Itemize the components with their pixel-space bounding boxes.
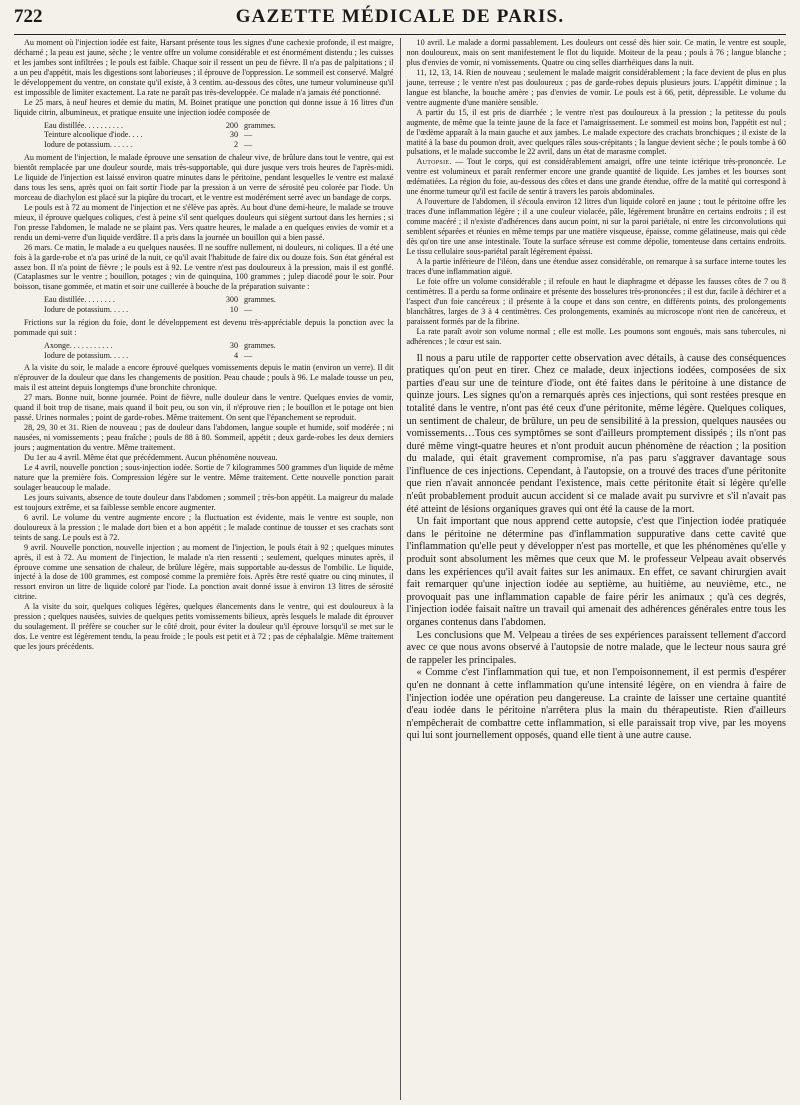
ingredient-unit: — (244, 350, 253, 360)
ingredient-qty: 10 (229, 305, 238, 315)
paragraph: Le 4 avril, nouvelle ponction ; sous-injection iodée. Sortie de 7 kilogrammes 500 grammes d'un liquide de même nature que la première fois. Compression légère sur le ventre. Même traitement. Cette nouvelle ponction parait soulager beaucoup le malade. (14, 462, 394, 492)
paragraph: Frictions sur la région du foie, dont le développement est devenu très-appréciable depuis la ponction avec la pommade qui suit : (14, 317, 394, 337)
ingredient-qty: 30 (229, 130, 238, 140)
paragraph: 28, 29, 30 et 31. Rien de nouveau ; pas de douleur dans l'abdomen, langue souple et humide, soif modérée ; ni nausées, ni vomissements ; peau fraîche ; pouls de 88 à 80. Sommeil, appétit ; deux garde-robes les deux derniers jours ; augmentation du ventre. Même traitement. (14, 423, 394, 453)
paragraph: A la visite du soir, quelques coliques légères, quelques élancements dans le ventre, qui est douloureux à la pression ; quelques nausées, suivies de quelques petits vomissements bilieux, après lesquels le malade dit éprouver du soulagement. Il préfère se coucher sur le côté droit, pour éviter la douleur qu'il éprouve lorsqu'il se met sur le dos. Le ventre est légèrement tendu, la peau froide ; le pouls est petit et à 72 ; pas de céphalalgie. Même traitement que les jours précédents. (14, 602, 394, 652)
ingredient-name: Teinture alcoolique d'iode. . . . (44, 130, 143, 140)
autopsy-paragraph (407, 157, 787, 197)
ingredient-name: Iodure de potassium. . . . . . (44, 140, 133, 150)
left-column (14, 38, 400, 1100)
ingredient-unit: grammes. (244, 340, 276, 350)
ingredient-unit: grammes. (244, 120, 276, 130)
page-number: 722 (14, 6, 43, 27)
ingredient-unit: — (244, 140, 253, 150)
paragraph: A l'ouverture de l'abdomen, il s'écoula environ 12 litres d'un liquide coloré en jaune ; tout le péritoine offre les traces d'une inflammation légère ; il a une couleur violacée, pâle, légèrement brunâtre en certains endroits ; il est comme macéré ; il n'existe d'adhérences dans aucun point, ni sur la paroi pariétale, ni entre les circonvolutions qui semblent séparées et réunies en même temps par une matière visqueuse, épaisse, comme gélatineuse, mais qui cède dès qu'on tire une anse intestinale. Toute la surface séreuse est comme dépolie, tomenteuse dans certains endroits. Le tissu cellulaire sous-pariétal paraît légèrement épaissi. (406, 197, 786, 257)
ingredient-qty: 300 (225, 295, 238, 305)
formula-injection (44, 121, 394, 150)
commentary-paragraph: Un fait important que nous apprend cette autopsie, c'est que l'injection iodée pratiquée dans le péritoine ne détermine pas d'inflammation suppurative dans cette cavité que l'inflammation qu'elle peut y développer n'est pas mortelle, et que les phénomènes qu'elle y produit sont absolument les mêmes que ceux que M. le professeur Velpeau avait observés dans les expériences qu'il avait faites sur les animaux. En effet, ce savant chirurgien avait fait remarquer qu'une injection iodée au septième, au huitième, au neuvième, etc., ne provoquait pas une inflammation capable de faire périr les animaux ; qu'à ces degrés, l'injection iodée faisait naître un travail qui amenait des adhérences générales entre tous les organes contenus dans l'abdomen. (406, 516, 786, 629)
journal-title: GAZETTE MÉDICALE DE PARIS. (235, 6, 565, 27)
right-column (400, 38, 787, 1100)
ingredient-unit: grammes. (244, 295, 276, 305)
ingredient-qty: 4 (233, 350, 238, 360)
paragraph: 11, 12, 13, 14. Rien de nouveau ; seulement le malade maigrit considérablement ; la face devient de plus en plus jaune, terreuse ; le ventre n'est pas douloureux ; pas de garde-robes depuis plusieurs jours. L'appétit diminue ; la langue est blanche, la bouche amère ; pas d'envies de vomir. Le pouls est à 66, petit, dépressible. Le volume du ventre augmente d'une manière sensible. (406, 67, 786, 107)
ingredient-name: Eau distillée. . . . . . . . . . (44, 120, 123, 130)
autopsy-label: Autopsie. (416, 157, 452, 167)
page-header (14, 6, 786, 35)
paragraph: Le pouls est à 72 au moment de l'injection et ne s'élève pas après. Au bout d'une demi-heure, le malade se trouve mieux, il éprouve quelques coliques, c'est à peine s'il sent quelques douleurs qui siègent surtout dans les hernies ; si l'on presse l'abdomen, le malade ne se plaint pas. Vers quatre heures, le malade a en quelques envies de vomir et a rendu un demi-verre d'un liquide verdâtre. Il a pris dans la journée un bouillon qui a bien passé. (14, 202, 394, 242)
paragraph: Le 25 mars, à neuf heures et demie du matin, M. Boinet pratique une ponction qui donne issue à 16 litres d'un liquide citrin, albumineux, et pratique ensuite une injection iodée composée de (14, 97, 394, 117)
paragraph: Les jours suivants, absence de toute douleur dans l'abdomen ; sommeil ; très-bon appétit. La maigreur du malade est toujours extrême, et sa faiblesse semble encore augmenter. (14, 492, 394, 512)
ingredient-name: Eau distillée. . . . . . . . (44, 295, 115, 305)
ingredient-qty: 200 (225, 120, 238, 130)
ingredient-name: Iodure de potassium. . . . . (44, 350, 129, 360)
paragraph: 9 avril. Nouvelle ponction, nouvelle injection ; au moment de l'injection, le pouls était à 92 ; quelques minutes après, il est à 72. Au moment de l'injection, le malade n'a rien ressenti ; seulement, quelques minutes après, il éprouve comme une sensation de chaleur, de brûlure légère, mais supportable au-dessus de l'ombilic. Le liquide, injecté à la dose de 100 grammes, est composé comme la première fois. Après être resté quatre ou cinq minutes, il ressort environ un litre de liquide coloré par l'iode. La ponction avait donné issue à environ 13 litres de sérosité citrine. (14, 542, 394, 602)
paragraph: Au moment où l'injection iodée est faite, Harsant présente tous les signes d'une cachexie profonde, il est maigre, décharné ; la peau est jaune, sèche ; le ventre offre un volume considérable et est énormément distendu ; les cuisses et les jambes sont infiltrées ; le pouls est faible. Chaque soir il ressent un peu de fièvre. Il n'a pas de palpitations ; il a un peu d'appétit, mais les digestions sont laborieuses ; il éprouve de l'oppression. Le sommeil est conservé. Malgré le développement du ventre, on constate qu'il existe, à 3 centim. au-dessous des côtes, une tumeur volumineuse qu'il est impossible de limiter exactement. La rate ne paraît pas très-developpée. Ce malade n'a jamais été ponctionné. (14, 38, 394, 97)
ingredient-unit: — (244, 130, 253, 140)
paragraph: Du 1er au 4 avril. Même état que précédemment. Aucun phénomène nouveau. (24, 453, 278, 463)
paragraph: A partir du 15, il est pris de diarrhée ; le ventre n'est pas douloureux à la pression ; la petitesse du pouls augmente, de même que la teinte jaune de la face et l'amaigrissement. Le sommeil est moins bon, l'appétit est nul ; de l'œdème apparaît à la main gauche et aux jambes. Le malade expectore des crachats bronchiques ; il existe de la matité à la base du poumon droit, avec quelques râles sous-crépitants ; la langue devient sèche ; le pouls tombe à 60 pulsations, et le malade succombe le 22 avril, dans un état de marasme complet. (406, 107, 786, 157)
ingredient-name: Iodure de potassium. . . . . (44, 305, 129, 315)
ingredient-qty: 2 (233, 140, 238, 150)
formula-ointment (44, 341, 394, 361)
paragraph: Au moment de l'injection, le malade éprouve une sensation de chaleur vive, de brûlure dans tout le ventre, qui est bientôt remplacée par une douleur sourde, mais très-supportable, qui dure jusque vers trois heures de l'après-midi. Le liquide de l'injection est laissé environ quatre minutes dans le péritoine, pendant lesquelles le ventre est malaxé dans tous les sens, après quoi on fait sortir l'iode par la pression à un verre de sérosité peu colorée par l'iode. Un morceau de diachylon est placé sur la piqûre du trocart, et le ventre est modérément serré avec un bandage de corps. (14, 153, 394, 202)
ingredient-unit: — (244, 305, 253, 315)
quotation-paragraph: « Comme c'est l'inflammation qui tue, et non l'empoisonnement, il est permis d'espérer qu'en ne donnant à cette inflammation qu'une intensité légère, on en viendra à faire de l'injection iodée une opération peu dangereuse. La crainte de laisser une certaine quantité d'eau iodée dans le péritoine n'arrêtera plus la main du thérapeutiste. Rien d'ailleurs n'empêcherait de combattre cette inflammation, si elle paraissait trop vive, par les moyens qui lui sont journellement opposés, quand elle tient à une autre cause. (406, 667, 786, 742)
ingredient-qty: 30 (229, 340, 238, 350)
paragraph: 26 mars. Ce matin, le malade a eu quelques nausées. Il ne souffre nullement, ni douleurs, ni coliques. Il a été une fois à la garde-robe et n'a pas uriné de la nuit, ce qu'il avait l'habitude de faire dix ou douze fois. Son état général est assez bon. Il n'a point de fièvre ; le pouls est à 92. Le ventre n'est pas douloureux à la pression, mais il est gonflé. (Cataplasmes sur le ventre ; bouillon, potages ; vin de quinquina, 100 grammes ; julep diacodé pour le soir. Pour boisson, tisane gommée, et matin et soir une cuillerée à bouche de la préparation suivante : (14, 242, 394, 292)
paragraph: 10 avril. Le malade a dormi passablement. Les douleurs ont cessé dès hier soir. Ce matin, le ventre est souple, non douloureux, mais on sent manifestement le flot du liquide. Moiteur de la peau ; pouls à 76 ; langue blanche ; plus d'envies de vomir, ni vomissements. Quatre ou cinq selles diarrhéiques dans la nuit. (406, 38, 786, 67)
ingredient-name: Axonge. . . . . . . . . . . (44, 340, 113, 350)
paragraph: A la visite du soir, le malade a encore éprouvé quelques vomissements depuis le matin (environ un verre). Il dit n'éprouver de la douleur que dans les changements de position. Peau chaude ; pouls à 96. Le malade tousse un peu, mais il est atteint depuis longtemps d'une bronchite chronique. (14, 363, 394, 393)
two-column-body (14, 38, 786, 1100)
commentary-paragraph: Il nous a paru utile de rapporter cette observation avec détails, à cause des conséquences pratiques qu'on peut en tirer. Chez ce malade, deux injections iodées, composées de six parties d'eau sur une de teinture d'iode, ont été faites dans le péritoine à une distance de quinze jours. Les signes qu'on a remarqués après ces injections, qui sont restées presque en totalité dans le ventre, n'ont pas été ceux d'une péritonite, même légère. Quelques coliques, un sentiment de chaleur, de brûlure, un peu de sensibilité à la pression, quelques nausées ou vomissements…Tous ces symptômes se sont d'ailleurs promptement dissipés ; ils n'ont pas duré même vingt-quatre heures et n'ont produit aucun phénomène de réaction ; la position du malade, qui était gravement compromise, n'a pas paru s'aggraver davantage sous l'influence de ces injections. Cependant, à l'autopsie, on a trouvé des traces d'une péritonite que rien n'avait annoncée pendant l'existence, mais cette péritonite était si légère qu'elle n'eût probablement produit aucun accident si ce malade avait pu survivre et s'il n'avait pas été atteint de lésions organiques graves qui ont été la cause de la mort. (406, 352, 786, 515)
formula-solution (44, 295, 394, 315)
paragraph: Le foie offre un volume considérable ; il refoule en haut le diaphragme et dépasse les fausses côtes de 7 ou 8 centimètres. Il a perdu sa forme ordinaire et présente des bosselures très-prononcées ; il est dur, facile à déchirer et a l'aspect d'un foie cancéreux ; il présente à la coupe et dans son centre, en différents points, des prolongements blanchâtres, larges de 3 à 4 centimètres. Ces prolongements, examinés au microscope n'ont rien de cancéreux, et paraissent formés par de la fibrine. (406, 276, 786, 326)
paragraph: A la partie inférieure de l'iléon, dans une étendue assez considérable, on remarque à sa surface interne toutes les traces d'une inflammation aiguë. (406, 256, 786, 276)
commentary-paragraph: Les conclusions que M. Velpeau a tirées de ses expériences paraissent tellement d'accord avec ce que nous avons observé à l'autopsie de notre malade, que le lecteur nous saura gré de rappeler les principales. (406, 629, 786, 666)
paragraph: La rate paraît avoir son volume normal ; elle est molle. Les poumons sont engoués, mais sans tubercules, ni adhérences ; le cœur est sain. (406, 326, 786, 346)
paragraph: 6 avril. Le volume du ventre augmente encore ; la fluctuation est évidente, mais le ventre est souple, non douloureux à la pression ; le malade dort bien et a bon appétit ; le malade continue de tousser et ses crachats sont teints de sang. Le pouls est à 72. (14, 512, 394, 542)
autopsy-text: — Tout le corps, qui est considérablement amaigri, offre une teinte ictérique très-prononcée. Le ventre est volumineux et paraît renfermer encore une grande quantité de liquide. Les jambes et les bourses sont œdématiées. La région du foie, au-dessous des côtes et dans une grande étendue, offre de la matité qui correspond à une énorme tumeur qu'il est facile de sentir à travers les parois abdominales. (406, 157, 786, 197)
paragraph: 27 mars. Bonne nuit, bonne journée. Point de fièvre, nulle douleur dans le ventre. Quelques envies de vomir, quand il boit trop de tisane, mais quand il boit peu, ou son vin, il n'éprouve rien ; le bouillon et le potage ont bien passé. Urines normales ; point de garde-robes. Même traitement. On sent que l'épanchement se reproduit. (14, 393, 394, 423)
